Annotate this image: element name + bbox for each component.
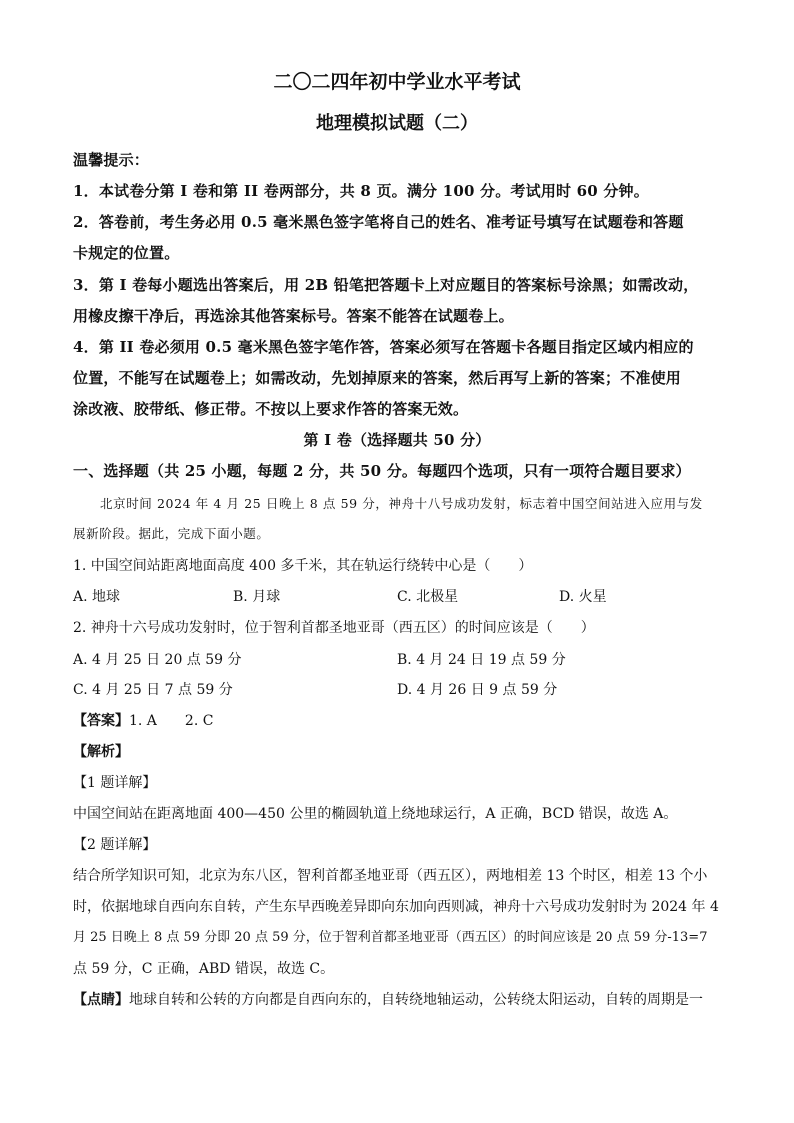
question-2-stem: 2. 神舟十六号成功发射时，位于智利首都圣地亚哥（西五区）的时间应该是（ ） [73, 620, 595, 636]
notice-line-5: 用橡皮擦干净后，再选涂其他答案标号。答案不能答在试题卷上。 [73, 307, 514, 325]
analysis-tag: 【解析】 [73, 744, 129, 760]
question-1-option-b: B. 月球 [233, 589, 281, 605]
material-line-1: 北京时间 2024 年 4 月 25 日晚上 8 点 59 分，神舟十八号成功发射，标志着中国空间站进入应用与发 [100, 496, 703, 511]
section-title: 第 I 卷（选择题共 50 分） [303, 431, 491, 449]
comment-text: 地球自转和公转的方向都是自西向东的，自转绕地轴运动，公转绕太阳运动，自转的周期是一 [129, 992, 703, 1008]
notice-line-4: 3．第 I 卷每小题选出答案后，用 2B 铅笔把答题卡上对应题目的答案标号涂黑；如需改动， [73, 276, 699, 294]
question-2-option-d: D. 4 月 26 日 9 点 59 分 [397, 682, 558, 698]
question-1-option-c: C. 北极星 [397, 589, 459, 605]
q2-detail-line-2: 时，依据地球自西向东自转，产生东早西晚差异即向东加向西则减，神舟十六号成功发射时为 2024 年 4 [73, 899, 719, 915]
exam-title: 二〇二四年初中学业水平考试 [273, 71, 521, 93]
question-1-option-a: A. 地球 [73, 589, 121, 605]
material-line-2: 展新阶段。据此，完成下面小题。 [73, 526, 270, 541]
q2-detail-line-4: 点 59 分，C 正确，ABD 错误，故选 C。 [73, 961, 335, 977]
question-2-option-a: A. 4 月 25 日 20 点 59 分 [73, 652, 242, 668]
q2-detail-line-1: 结合所学知识可知，北京为东八区，智利首都圣地亚哥（西五区），两地相差 13 个时区，相差 13 个小 [73, 868, 708, 884]
question-1-stem: 1. 中国空间站距离地面高度 400 多千米，其在轨运行绕转中心是（ ） [73, 558, 533, 574]
comment-tag: 【点睛】 [73, 992, 129, 1008]
q2-detail-tag: 【2 题详解】 [73, 837, 157, 853]
notice-line-1: 1．本试卷分第 I 卷和第 II 卷两部分，共 8 页。满分 100 分。考试用时 60 分钟。 [73, 182, 649, 200]
answer-line [73, 711, 213, 731]
comment-line [73, 990, 703, 1010]
notice-line-2: 2．答卷前，考生务必用 0.5 毫米黑色签字笔将自己的姓名、准考证号填写在试题卷和答题 [73, 213, 684, 231]
q1-detail-tag: 【1 题详解】 [73, 775, 157, 791]
question-2-option-b: B. 4 月 24 日 19 点 59 分 [397, 652, 566, 668]
q2-detail-line-3: 月 25 日晚上 8 点 59 分即 20 点 59 分，位于智利首都圣地亚哥（西五区）的时间应该是 20 点 59 分-13=7 [73, 930, 708, 945]
q1-detail-text: 中国空间站在距离地面 400—450 公里的椭圆轨道上绕地球运行，A 正确，BCD 错误，故选 A。 [73, 806, 678, 822]
notice-line-3: 卡规定的位置。 [73, 244, 180, 262]
notice-line-8: 涂改液、胶带纸、修正带。不按以上要求作答的答案无效。 [73, 400, 469, 418]
notice-line-7: 位置，不能写在试题卷上；如需改动，先划掉原来的答案，然后再写上新的答案；不准使用 [73, 369, 682, 387]
exam-subtitle: 地理模拟试题（二） [316, 113, 478, 134]
answer-text: 1. A 2. C [129, 713, 214, 729]
question-2-option-c: C. 4 月 25 日 7 点 59 分 [73, 682, 233, 698]
notice-heading: 温馨提示： [73, 151, 150, 169]
notice-line-6: 4．第 II 卷必须用 0.5 毫米黑色签字笔作答，答案必须写在答题卡各题目指定区域内相应的 [73, 338, 694, 356]
section-instruction: 一、选择题（共 25 小题，每题 2 分，共 50 分。每题四个选项，只有一项符合题目要求） [73, 462, 691, 480]
question-1-option-d: D. 火星 [559, 589, 607, 605]
answer-tag: 【答案】 [73, 713, 129, 729]
